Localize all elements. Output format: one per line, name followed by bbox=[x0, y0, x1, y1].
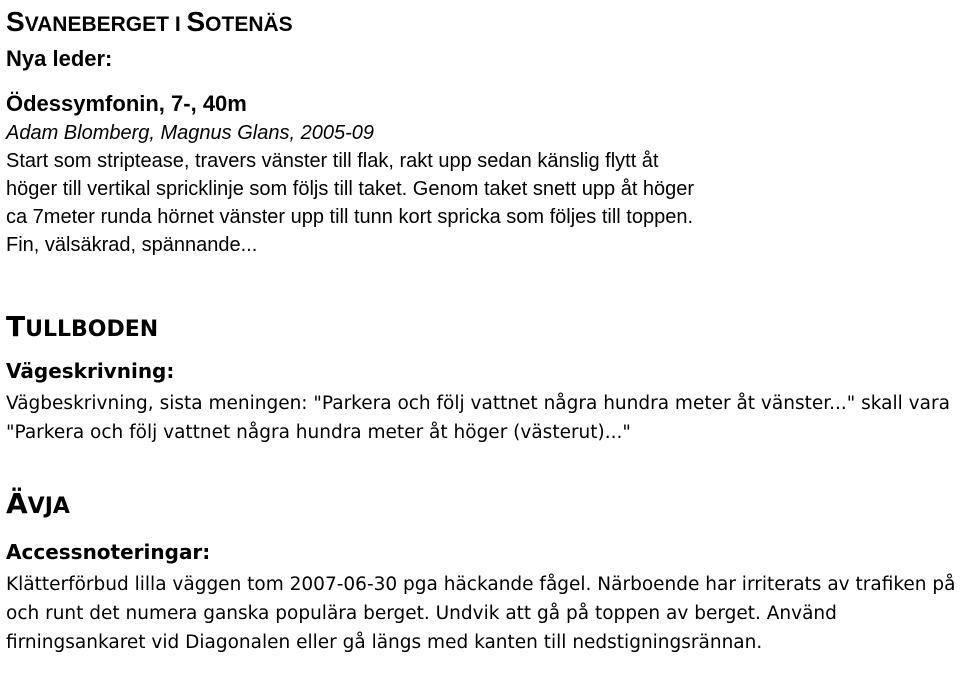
new-routes-heading: Nya leder: bbox=[6, 46, 113, 71]
section-title-avja: ÄVJA bbox=[6, 487, 70, 520]
route-authors: Adam Blomberg, Magnus Glans, 2005-09 bbox=[6, 122, 374, 144]
access-notes-text: Klätterförbud lilla väggen tom 2007-06-30 pga häckande fågel. Närboende har irriterats av trafiken på och runt det numera ganska populära berget. Undvik att gå på toppen av berget. Använd firningsankaret vid Diagonalen eller gå längs med kanten till nedstigningsrännan. bbox=[6, 574, 956, 653]
route-description: Start som striptease, travers vänster till flak, rakt upp sedan känslig flytt åt höger till vertikal spricklinje som följs till taket. Genom taket snett upp åt höger ca 7meter runda hörnet vänster upp till tunn kort spricka som följes till toppen. Fin, välsäkrad, spännande... bbox=[6, 150, 695, 256]
section-title-svaneberget: SVANEBERGET I SOTENÄS bbox=[6, 6, 293, 37]
access-notes-heading: Accessnoteringar: bbox=[6, 540, 211, 564]
directions-heading: Vägeskrivning: bbox=[6, 359, 175, 383]
section-title-tullboden: TULLBODEN bbox=[6, 310, 159, 343]
directions-text: Vägbeskrivning, sista meningen: "Parkera och följ vattnet några hundra meter åt vänster..." skall vara "Parkera och följ vattnet några hundra meter åt höger (västerut)..." bbox=[6, 393, 950, 443]
route-name: Ödessymfonin, 7-, 40m bbox=[6, 91, 247, 116]
